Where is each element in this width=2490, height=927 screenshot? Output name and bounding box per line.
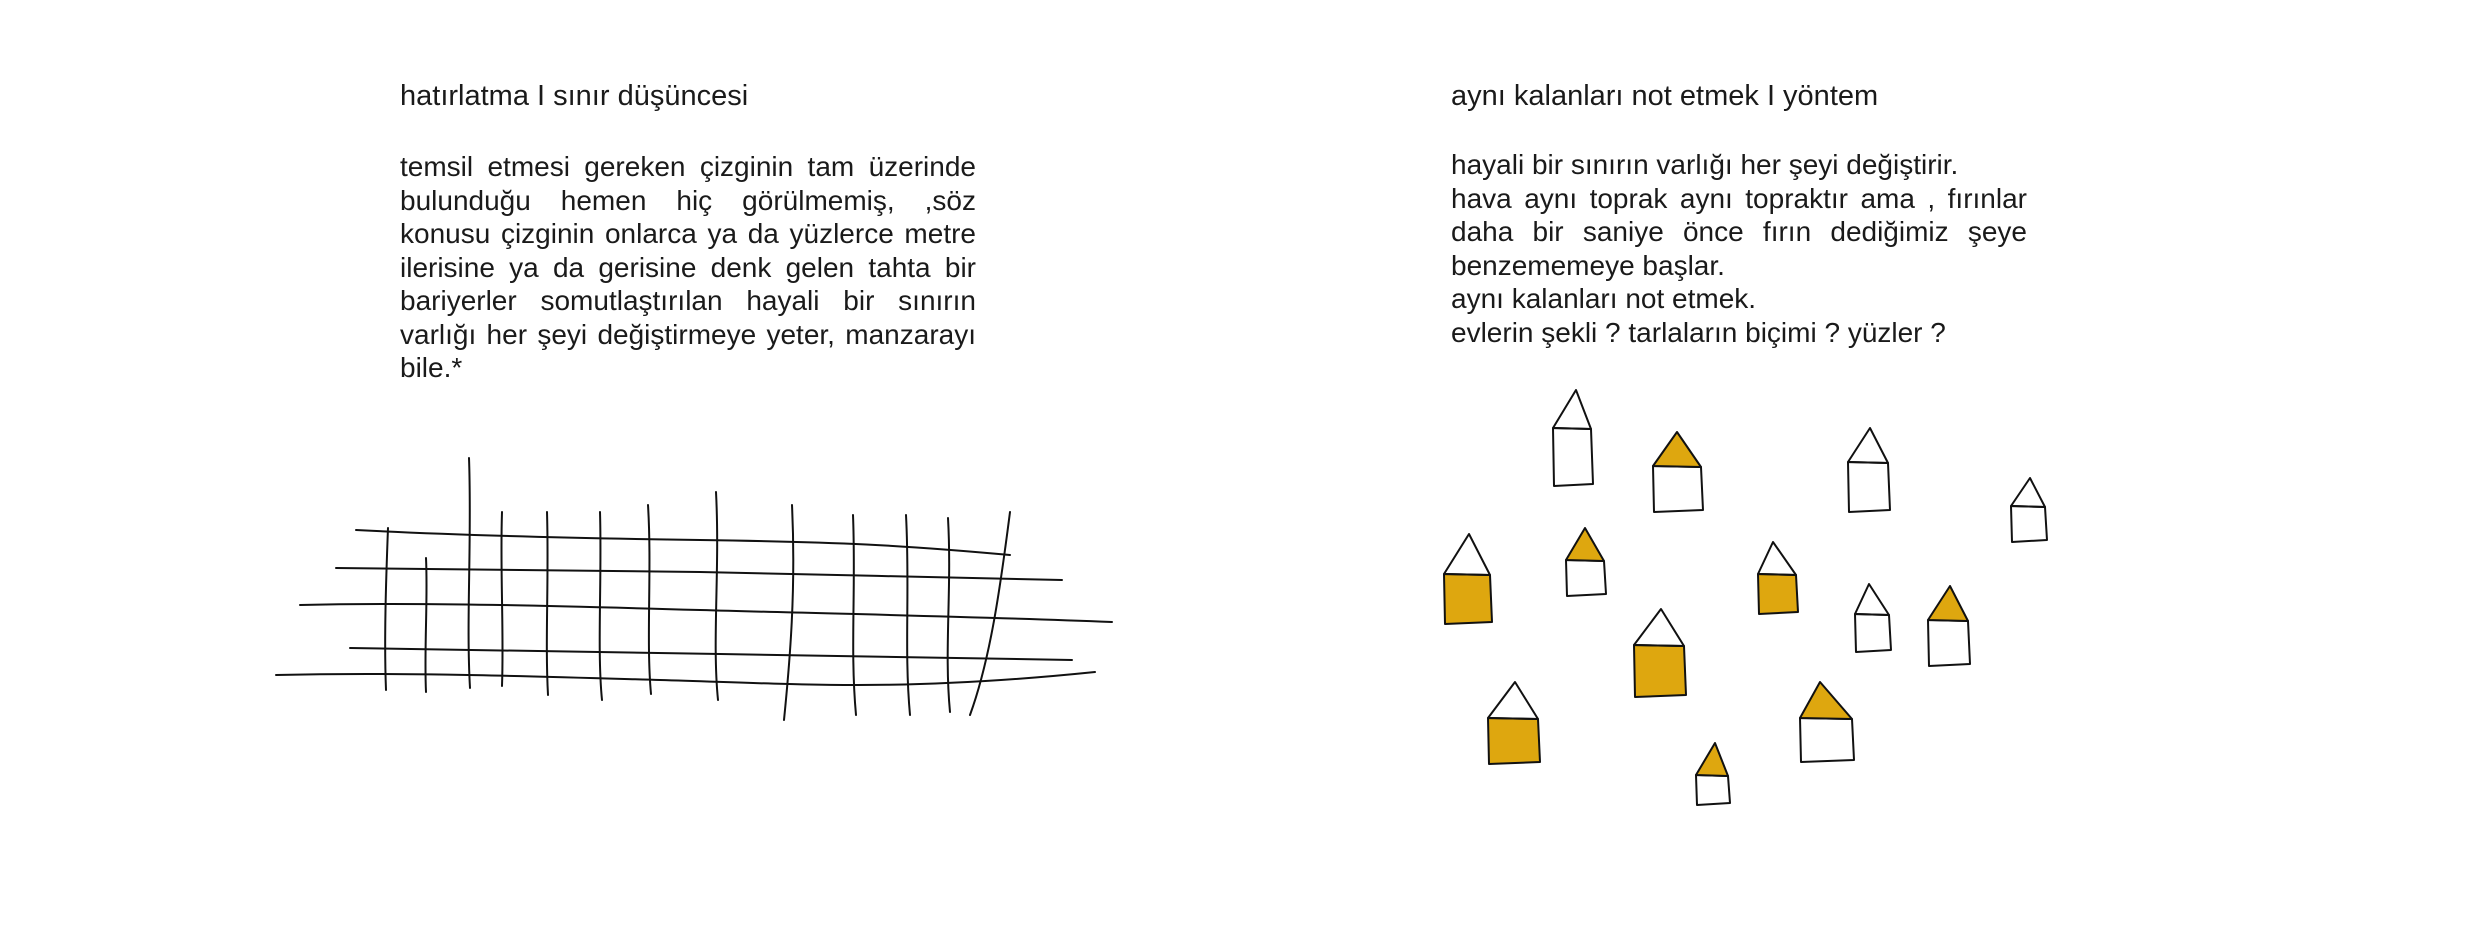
house-icon: [1444, 534, 1492, 624]
house-roof: [1758, 542, 1796, 575]
house-icon: [1634, 609, 1686, 697]
house-body: [1566, 560, 1606, 596]
house-icon: [1488, 682, 1540, 764]
house-body: [1444, 574, 1492, 624]
house-roof: [1634, 609, 1684, 646]
house-icon: [1696, 743, 1730, 805]
house-icon: [1566, 528, 1606, 596]
house-roof: [1653, 432, 1701, 467]
house-roof: [1855, 584, 1889, 615]
left-section-title: hatırlatma I sınır düşüncesi: [400, 80, 749, 112]
house-body: [2011, 506, 2047, 542]
house-roof: [1696, 743, 1728, 776]
house-icon: [1653, 432, 1703, 512]
left-section-paragraph: temsil etmesi gereken çizginin tam üzerinde bulunduğu hemen hiç görülmemiş, ,söz konusu çizginin onlarca ya da yüzlerce metre ilerisine ya da gerisine denk gelen tahta bir bariyerler somutlaştırılan hayali bir sınırın varlığı her şeyi değiştirmeye yeter, manzarayı bile.*: [400, 151, 976, 383]
right-line-3: aynı kalanları not etmek.: [1451, 283, 1757, 314]
house-icon: [2011, 478, 2047, 542]
house-body: [1696, 775, 1730, 805]
house-body: [1634, 645, 1686, 697]
house-roof: [1566, 528, 1604, 561]
house-body: [1653, 466, 1703, 512]
right-section-title: aynı kalanları not etmek I yöntem: [1451, 80, 1879, 112]
house-icon: [1855, 584, 1891, 652]
house-roof: [1928, 586, 1968, 621]
house-icon: [1848, 428, 1890, 512]
house-roof: [1848, 428, 1888, 463]
house-body: [1855, 614, 1891, 652]
right-line-1: hayali bir sınırın varlığı her şeyi değiştirir.: [1451, 149, 1959, 180]
house-roof: [2011, 478, 2045, 507]
house-body: [1848, 462, 1890, 512]
house-body: [1553, 428, 1593, 486]
house-roof: [1444, 534, 1490, 575]
house-icon: [1800, 682, 1854, 762]
house-body: [1800, 718, 1854, 762]
house-icon: [1758, 542, 1798, 614]
right-line-4: evlerin şekli ? tarlaların biçimi ? yüzler ?: [1451, 316, 1946, 348]
house-icon: [1928, 586, 1970, 666]
house-roof: [1553, 390, 1591, 429]
house-body: [1488, 718, 1540, 764]
house-roof: [1800, 682, 1852, 719]
house-roof: [1488, 682, 1538, 719]
right-line-2: hava aynı toprak aynı topraktır ama , fırınlar daha bir saniye önce fırın dediğimiz şeye benzememeye başlar.: [1451, 182, 2027, 281]
house-body: [1928, 620, 1970, 666]
house-icon: [1553, 390, 1593, 486]
house-body: [1758, 574, 1798, 614]
